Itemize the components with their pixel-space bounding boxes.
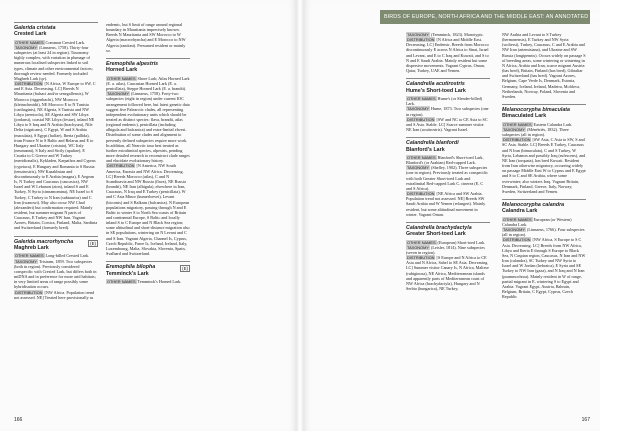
section-label: OTHER NAMES xyxy=(407,154,436,160)
scientific-name: Galerida cristata xyxy=(14,25,56,31)
section-label: OTHER NAMES xyxy=(15,253,44,259)
left-page-column-2 xyxy=(106,22,190,289)
species-heading xyxy=(14,236,98,252)
section-label: DISTRIBUTION xyxy=(15,289,43,295)
common-name: Horned Lark xyxy=(106,67,138,74)
scientific-name: Eremophila alpestris xyxy=(106,60,159,67)
section-label: TAXONOMY xyxy=(503,227,525,233)
entry-paragraph xyxy=(106,279,190,284)
entry-paragraph xyxy=(14,259,98,290)
section-label: TAXONOMY xyxy=(407,32,429,37)
right-page-column-1 xyxy=(406,32,490,296)
paragraph-text: Hume's (or Slender-billed) Lark. xyxy=(406,96,483,107)
section-label: TAXONOMY xyxy=(407,106,429,112)
scientific-name: Calandrella acutirostris xyxy=(406,81,465,88)
section-label: TAXONOMY xyxy=(503,127,525,132)
scientific-name: Melanocorypha bimaculata xyxy=(502,107,570,114)
left-page-column-1 xyxy=(14,22,98,305)
entry-paragraph xyxy=(14,81,98,231)
species-heading xyxy=(14,22,98,38)
paragraph-text: Common Crested Lark. xyxy=(45,39,85,45)
species-entry xyxy=(106,261,190,284)
paragraph-text: (Leisler, 1814). Nine subspecies (seven in region). xyxy=(406,244,485,255)
section-label: OTHER NAMES xyxy=(503,216,532,222)
running-header: BIRDS OF EUROPE, NORTH AFRICA AND THE MIDDLE EAST: AN ANNOTATED CHECKLIST xyxy=(380,10,590,24)
common-name: Crested Lark xyxy=(14,31,47,38)
scientific-name: Calandrella blanfordi xyxy=(406,140,459,147)
paragraph-text: (Shelley, 1902). Three subspecies (one in region). Previously treated as conspecific with both Greater Short-toed Lark and extralimital Red-capped Lark C. cinerea (E, C and S Africa). xyxy=(406,165,488,191)
paragraph-text: (Linnaeus, 1758). Forty-two subspecies (eight in region) under current IOC arrangement followed here, but latest genetic data suggest five Palearctic clades, all representing independent evolutionary units which should be treated as distinct species: flava, brandti, atlas (regional endemic), penicillata (including albigula and balcanica) and extra-limital elwesi. Distribution of some clades and alignment to presently defined subspecies require more work. In addition, all Nearctic taxa best treated as further extralimital species, alpestris, pending more detailed research to reconstruct clade ranges and elucidate evolutionary history. xyxy=(106,91,190,164)
right-page-column-2 xyxy=(502,32,586,304)
species-entry xyxy=(14,22,98,231)
species-entry xyxy=(406,78,490,132)
entry-paragraph xyxy=(106,76,190,91)
entry-paragraph xyxy=(502,127,586,137)
paragraph-text: (Linnaeus, 1766). Four subspecies (all in region). xyxy=(502,227,585,238)
paragraph-text: Eastern Calandra Lark. xyxy=(533,121,573,127)
section-label: OTHER NAMES xyxy=(15,39,44,45)
section-label: DISTRIBUTION xyxy=(407,191,435,197)
paragraph-text: (European) Short-toed Lark. xyxy=(437,239,486,245)
species-entry xyxy=(406,32,490,73)
section-label: TAXONOMY xyxy=(15,258,37,264)
paragraph-text: [NW Africa. Population trend not assessed. NE] Treated here provisionally as xyxy=(14,289,95,300)
section-label: TAXONOMY xyxy=(15,44,37,50)
paragraph-text: [S Europe and N Africa to CE Asia and N Africa, Sahel to SE Asia. Decreasing. LC] Summer visitor Canary Is, N Africa, Maltese (rubiginosa), NE Africa, Mediterranean islands and apparently parts of Mediterranean coast of NW Africa (brachydactyla), Hungary and N Serbia (hungarica), NE Turkey, xyxy=(406,255,489,292)
species-heading xyxy=(106,58,190,74)
scientific-name: Melanocorypha calandra xyxy=(502,202,565,209)
section-label: DISTRIBUTION xyxy=(407,37,435,43)
species-entry xyxy=(106,22,190,53)
species-heading xyxy=(502,104,586,120)
entry-paragraph xyxy=(406,255,490,291)
common-name: Hume's Short-toed Lark xyxy=(406,87,466,94)
entry-paragraph xyxy=(406,96,490,106)
paragraph-text: Shore Lark; Atlas Horned Lark (E. a. atlas), Caucasian Horned Lark (E. a. penicillata), Steppe Horned Lark (E. a. brandti). xyxy=(106,75,190,92)
entry-paragraph xyxy=(106,22,190,53)
paragraph-text: [SW and NC to CE Asia to SC and S Asia. Stable. LC] Scarce summer visitor NE Iran (acutirostris). Vagrant Israel. xyxy=(406,116,488,132)
paragraph-text: European (or Western) Calandra Lark. xyxy=(502,216,572,227)
common-name: Calandra Lark xyxy=(502,208,538,215)
section-label: DISTRIBUTION xyxy=(107,163,135,169)
entry-paragraph xyxy=(406,106,490,116)
species-entry xyxy=(406,137,490,217)
entry-paragraph xyxy=(14,45,98,81)
endemic-badge: (E) xyxy=(90,240,96,246)
species-heading xyxy=(406,222,490,238)
entry-paragraph xyxy=(502,137,586,194)
paragraph-text: [SW Asia, C Asia to SW, S and SC Asia. Stable. LC] Breeds E Turkey, Caucasus and N Iran (bimaculata), C and S Turkey, W Syria, Lebanon and possibly Iraq (rufescens), and NE Iran (torquata), has bred Kuwait. Resident from Iran otherwise migratory, occurring widely on passage Middle East W to Cyprus and E Egypt and S to C and SE Arabia, where some overwinter; also winters Iraq. Vagrant Britain, Denmark, Finland, Greece, Italy, Norway, Sweden, Switzerland and Yemen. xyxy=(502,137,586,194)
endemic-badge: (E) xyxy=(182,266,188,272)
book-gutter xyxy=(296,0,304,431)
section-label: TAXONOMY xyxy=(407,165,429,171)
species-entry xyxy=(14,236,98,300)
paragraph-text: Long-billed Crested Lark. xyxy=(45,253,90,259)
entry-paragraph xyxy=(502,32,586,99)
section-label: OTHER NAMES xyxy=(107,75,136,81)
paragraph-text: [N Africa and Middle East. Decreasing. LC] Endemic. Breeds from Morocco discontinuously E across N Africa to Sinai, Israel and Levant, and E to C Iraq and Kuwait, and S to N and E Saudi Arabia. Mainly resident but some dispersive movements. Vagrant Cyprus, Oman, Qatar, Turkey, UAE and Yemen. xyxy=(406,37,489,74)
section-label: DISTRIBUTION xyxy=(503,137,531,143)
section-label: TAXONOMY xyxy=(107,91,129,97)
common-name: Temminck's Lark xyxy=(106,270,149,277)
entry-paragraph xyxy=(406,155,490,165)
species-entry xyxy=(406,222,490,291)
entry-paragraph xyxy=(106,91,190,163)
paragraph-text: [NW Africa, S Europe to S C Asia. Decreasing. LC] Breeds from NW Africa, Libya and Iberia E through S Europe to Black Sea, N Caspian region, Caucasus, N Iran and NW Iran (calandra), SC Turkey and NW Syria to Israel and W Jordan (hebraica), E Syria and SE Turkey to NW Iran (gaza), and N Iraq and N Iran (psammochroa). Mainly resident in W of range, partial migrant in E, wintering S to Egypt and Arabia. Vagrant Egypt, Austria, Bahrain, Belgium, Britain, C Egypt, Cyprus, Czech Republic xyxy=(502,237,586,300)
species-heading xyxy=(106,261,190,277)
entry-paragraph xyxy=(14,290,98,300)
paragraph-text: [N America, NW South America, Eurasia and NW Africa. Decreasing. LC] Breeds Morocco (atlas), C and N Scandinavia and NW Russia (flava), NE Russia (brandti), NE Iran (albigula), elsewhere in Iran, Caucasus, N Iraq and E Turkey (penicillata), W and C Asia Minor (kumerloevei), Levant (bicornis) and S Balkans (balcanica). N European populations migratory, passing through N and E Baltic to winter S to North Sea coasts of Britain and continental Europe, S Baltic and locally inland S to C Europe and N Black Sea region; some altitudinal and short-distance migration also in SE populations, wintering on N Levant and C and S Iran. Vagrant Algeria, Channel Is, Cyprus, Czech Republic, Faroe Is, Iceland, Ireland, Italy, Luxembourg, Malta, Slovakia, Slovenia, Spain, Svalbard and Switzerland. xyxy=(106,163,190,257)
entry-paragraph xyxy=(406,165,490,191)
right-page-number: 167 xyxy=(581,417,590,423)
species-entry xyxy=(502,199,586,299)
section-label: DISTRIBUTION xyxy=(407,255,435,261)
paragraph-text: NW Arabia and Levant to S Turkey (hermonensis), E Turkey and NW Syria (woltersi), Turkey, Caucasus, C and E Arabia and NW Iran (artemisiana), and Ukraine and SW Russia (longipennis). Occurs widely on passage S of breeding areas, some wintering or wintering in N Africa, Arabia and Iran, scarce migrant Austria (has bred), Britain, Finland (has bred), Gibraltar and Switzerland (has bred). Vagrant Azores, Belgium, Cape Verde Is, Denmark, Estonia, Germany, Iceland, Ireland, Madeira, Moldova, Netherlands, Norway, Poland, Slovenia and Sweden. xyxy=(502,32,586,99)
paragraph-text: endemic, but S limit of range around regional boundary in Mauritania imprecisely known. Breeds N Mauritania and SW Morocco to W Algeria (macrorhyncha) and E Morocco to NW Algeria (randoni). Presumed resident or mainly so. xyxy=(106,22,186,53)
entry-paragraph xyxy=(502,237,586,299)
section-label: OTHER NAMES xyxy=(107,279,136,285)
paragraph-text: [N Africa, W Europe to SW, C and E Asia. Decreasing. LC] Breeds N Mauritania (balsaci and/or senegallensis), W Morocco (riggenbachi), NW Morocco (kleinschmidti), NE Morocco E to N Tunisia (carthaginis), NE Algeria, S Tunisia and NW Libya (arenicola), SE Algeria and SW Libya (jordansi), coastal NE Libya (festae), inland NE Libya to S Iraq and N Arabia (brachyura), Nile Delta (nigricans), C Egypt, W and S Arabia (maculata), S Egypt (halfae), Iberia (pallida), from France N to S Baltic and Belarus and E to Hungary and Ukraine (cristata), WC Italy (neumanni), S Italy and Sicily (apuliae), E Croatia to C Greece and W Turkey (meridionalis), Kykladen, Karpathos and Cyprus (cypriaca), E Hungary and Romania to S Russia (tenuirostris), NW Kazakhstan and discontinuously to E Arabia (magna), E Aegean Is, N Turkey and Caucasus (caucasica), NW Israel and W Lebanon (zion), inland S and E Turkey, N Syria (cinnamomina), NE Israel to S Turkey, C Turkey to N Iran (subtaurica) and C Iran (iwanowi). May also occur NW Chad (alexanderi) but confirmation required. Mainly resident, but summer migrant N parts of Caucasus, E Turkey and NW Iran. Vagrant Azores, Britain, Corsica, Finland, Malta, Sardinia and Switzerland (formerly bred). xyxy=(14,81,98,231)
paragraph-text: Blanford's Short-toed Lark, Blanford's (or Arabian) Red-capped Lark. xyxy=(406,154,484,166)
left-page-number: 166 xyxy=(14,417,23,423)
species-entry xyxy=(502,32,586,99)
paragraph-text: (Ménétriés, 1832). Three subspecies (all in region). xyxy=(502,127,569,138)
scientific-name: Galerida macrorhyncha xyxy=(14,238,74,245)
species-heading xyxy=(406,137,490,153)
paragraph-text: (Temminck, 1823). Monotypic. xyxy=(430,32,484,37)
entry-paragraph xyxy=(406,191,490,217)
common-name: Greater Short-toed Lark xyxy=(406,231,466,238)
left-page xyxy=(0,0,296,431)
species-entry xyxy=(106,58,190,256)
section-label: TAXONOMY xyxy=(407,244,429,250)
section-label: OTHER NAMES xyxy=(407,239,436,245)
entry-paragraph xyxy=(502,217,586,227)
section-label: OTHER NAMES xyxy=(407,96,436,102)
entry-paragraph xyxy=(502,227,586,237)
section-label: DISTRIBUTION xyxy=(15,81,43,87)
species-heading xyxy=(502,199,586,215)
paragraph-text: [NE Africa and SW Arabia. Population trend not assessed. NE] Breeds SW Saudi Arabia and W Yemen (erlangeri). Mainly resident, but some altitudinal movement in winter. Vagrant Oman. xyxy=(406,191,486,217)
paragraph-text: Hume, 1873. Two subspecies (one in region). xyxy=(406,106,489,117)
common-name: Maghreb Lark xyxy=(14,245,49,251)
paragraph-text: (Linnaeus, 1758). Thirty-four subspecies (at least 24 in region). Taxonomy highly complex, with variation in plumage of numerous localised subspecies linked to soil types, climate and other environmental factors; thorough review needed. Formerly included Maghreb Lark (qv). xyxy=(14,44,93,81)
entry-paragraph xyxy=(106,163,190,256)
section-label: OTHER NAMES xyxy=(503,121,532,127)
entry-paragraph xyxy=(406,117,490,132)
right-page xyxy=(304,0,621,431)
scientific-name: Eremophila bilopha xyxy=(106,264,156,271)
scientific-name: Calandrella brachydactyla xyxy=(406,224,472,231)
entry-paragraph xyxy=(406,245,490,255)
common-name: Bimaculated Lark xyxy=(502,113,547,120)
section-label: DISTRIBUTION xyxy=(503,237,531,243)
species-entry xyxy=(502,104,586,194)
species-heading xyxy=(406,78,490,94)
entry-paragraph xyxy=(406,37,490,73)
common-name: Blanford's Lark xyxy=(406,146,445,153)
paragraph-text: Tristram, 1859. Two subspecies (both in region). Previously considered conspecific with Crested Lark, but differs both in mtDNA and in preference for more arid habitats; in very limited areas of range possibly some hybridisation occurs. xyxy=(14,258,97,290)
section-label: DISTRIBUTION xyxy=(407,116,435,122)
paragraph-text: Temminck's Horned Lark. xyxy=(137,279,182,285)
